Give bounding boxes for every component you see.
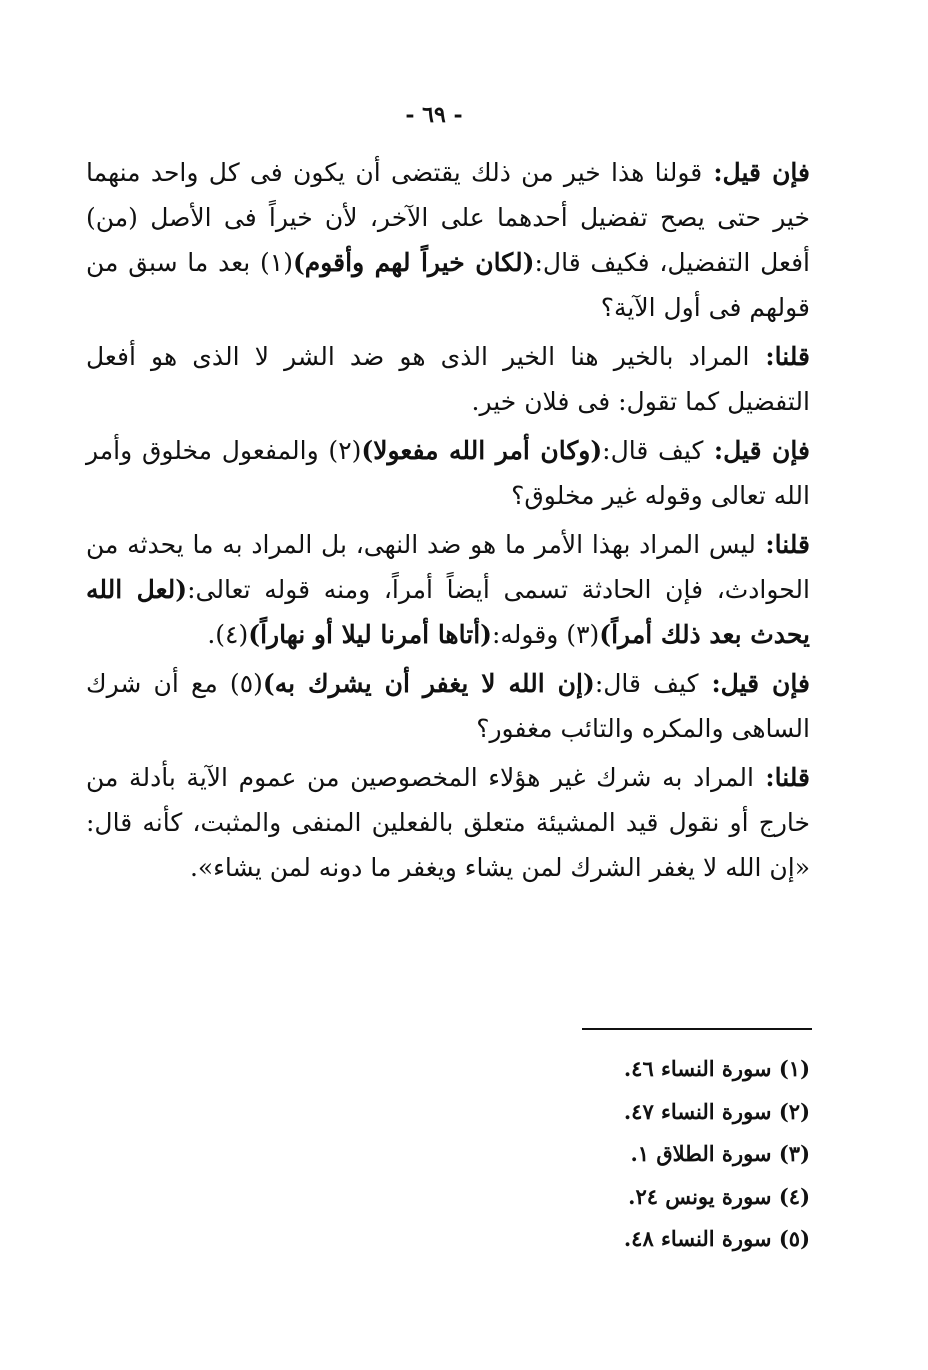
answer-lead: قلنا:: [753, 763, 810, 792]
text-run: (٣) وقوله:: [491, 620, 600, 649]
question-lead: فإن قيل:: [698, 669, 810, 698]
text-run: كيف قال:: [602, 436, 704, 465]
question-lead: فإن قيل:: [702, 158, 810, 187]
footnote-5: (٥) سورة النساء ٤٨.: [623, 1226, 810, 1251]
text-run: (١) بعد ما سبق من قولهم فى أول الآية؟: [86, 248, 810, 322]
quran-quote: (أتاها أمرنا ليلا أو نهاراً): [248, 620, 492, 649]
paragraph-answer-1: [86, 334, 810, 424]
answer-lead: قلنا:: [749, 342, 810, 371]
quran-quote: (لكان خيراً لهم وأقوم): [292, 248, 535, 277]
quran-quote: (لعل الله يحدث بعد ذلك أمراً): [86, 575, 810, 649]
text-run: (٤).: [207, 620, 249, 649]
paragraph-question-1: [86, 150, 810, 330]
paragraph-question-3: [86, 661, 810, 751]
footnote-1: (١) سورة النساء ٤٦.: [623, 1056, 810, 1081]
text-run: المراد به شرك غير هؤلاء المخصوصين من عموم الآية بأدلة من خارج أو نقول قيد المشيئة متعلق بالفعلين المنفى والمثبت، كأنه قال: «إن الله لا يغفر الشرك لمن يشاء ويغفر ما دونه لمن يشاء».: [86, 763, 810, 882]
paragraph-answer-2: [86, 522, 810, 657]
text-run: (٢) والمفعول مخلوق وأمر الله تعالى وقوله غير مخلوق؟: [86, 436, 810, 510]
paragraph-question-2: [86, 428, 810, 518]
footnote-2: (٢) سورة النساء ٤٧.: [623, 1098, 810, 1124]
quran-quote: (إن الله لا يغفر أن يشرك به): [262, 669, 595, 698]
text-run: قولنا هذا خير من ذلك يقتضى أن يكون فى كل واحد منهما خير حتى يصح تفضيل أحدهما على الآخر، لأن خيراً فى الأصل (من) أفعل التفضيل، فكيف قال:: [86, 158, 810, 277]
text-run: المراد بالخير هنا الخير الذى هو ضد الشر لا الذى هو أفعل التفضيل كما تقول: فى فلان خير.: [86, 342, 810, 416]
footnotes: [520, 1048, 810, 1261]
footnote-4: (٤) سورة يونس ٢٤.: [628, 1183, 810, 1209]
footnote-divider: [582, 1028, 812, 1030]
text-run: كيف قال:: [594, 669, 699, 698]
page-number: - ٦٩ -: [405, 102, 463, 128]
quran-quote: (وكان أمر الله مفعولا): [361, 436, 603, 465]
body-text: [86, 150, 810, 894]
text-run: (٥) مع أن شرك الساهى والمكره والتائب مغفور؟: [86, 669, 810, 743]
question-lead: فإن قيل:: [703, 436, 810, 465]
text-run: ليس المراد بهذا الأمر ما هو ضد النهى، بل المراد به ما يحدثه من الحوادث، فإن الحادثة تسمى أيضاً أمراً، ومنه قوله تعالى:: [86, 530, 810, 604]
footnote-3: (٣) سورة الطلاق ١.: [630, 1141, 810, 1166]
paragraph-answer-3: [86, 755, 810, 890]
answer-lead: قلنا:: [755, 530, 810, 559]
